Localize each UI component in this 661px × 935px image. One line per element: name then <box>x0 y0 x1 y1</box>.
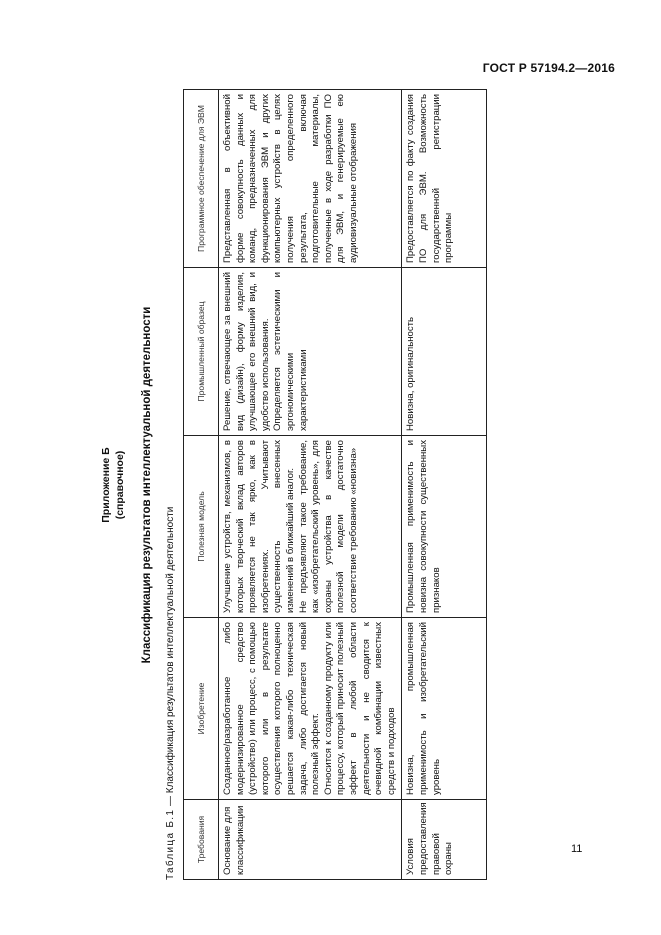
column-header: Полезная модель <box>184 436 219 618</box>
rotated-landscape-content <box>100 90 570 880</box>
table-cell-invention <box>219 618 402 800</box>
page-number: 11 <box>571 843 583 855</box>
cell-paragraph: Определяется эстетическими и эргономическими характеристиками <box>272 272 309 431</box>
table-cell-invention <box>402 618 487 800</box>
column-header: Промышленный образец <box>184 268 219 436</box>
table-cell-software <box>219 90 402 268</box>
column-header: Изобретение <box>184 618 219 800</box>
table-caption-text: — Классификация результатов интеллектуальной деятельности <box>165 506 176 809</box>
cell-paragraph: Новизна, промышленная применимость и изобретательский уровень <box>405 622 442 795</box>
table-row <box>402 90 487 880</box>
table-cell-utility-model <box>219 436 402 618</box>
cell-paragraph: Предоставляется по факту создания ПО для ЭВМ. Возможность государственной регистрации программы <box>405 94 455 263</box>
table-cell-utility-model <box>402 436 487 618</box>
table-cell-industrial-design <box>219 268 402 436</box>
cell-paragraph: Улучшение устройств, механизмов, в которых творческий вклад авторов проявляется не так ярко, как в изобретениях. Учитывают существенность внесенных изменений в ближайший аналог. <box>222 440 296 613</box>
table-cell-industrial-design <box>402 268 487 436</box>
table-cell-software <box>402 90 487 268</box>
table-row <box>219 90 402 880</box>
table-cell-requirement: Основание для классификации <box>219 800 402 880</box>
cell-paragraph: Представленная в объективной форме совокупность данных и команд, предназначенных для функционирования ЭВМ и других компьютерных устройств в целях получения определенного результата, включая подготовительные материалы, полученные в ходе разработки ПО для ЭВМ, и генерируемые ею аудиовизуальные отображения <box>222 94 359 263</box>
cell-paragraph: Промышленная применимость и новизна совокупности существенных признаков <box>405 440 442 613</box>
table-caption-label: Таблица Б.1 <box>165 808 176 880</box>
classification-table <box>183 89 487 880</box>
document-header-id: ГОСТ Р 57194.2—2016 <box>482 61 615 75</box>
section-title: Классификация результатов интеллектуальной деятельности <box>141 306 153 664</box>
table-cell-requirement: Условия предоставления правовой охраны <box>402 800 487 880</box>
cell-paragraph: Новизна, оригинальность <box>405 316 417 431</box>
table-header-row <box>184 90 219 880</box>
column-header: Требования <box>184 800 219 880</box>
column-header: Программное обеспечение для ЭВМ <box>184 90 219 268</box>
table-caption <box>165 507 176 880</box>
appendix-title: Приложение Б <box>100 447 112 523</box>
appendix-subtitle: (справочное) <box>114 450 126 520</box>
cell-paragraph: Относится к созданному продукту или процессу, который приносит полезный эффект в любой области деятельности и не сводится к очевидной комбинации известных средств и подходов <box>322 622 397 795</box>
cell-paragraph: Созданное/разработанное либо модернизированное средство (устройство) или процесс, с помощью которого или в результате осуществления которого полноценно решается какая-либо техническая задача, либо достигается новый полезный эффект. <box>222 622 322 795</box>
cell-paragraph: Не предъявляют такое требование, как «изобретательский уровень», для охраны устройства в качестве полезной модели достаточно соответствие требованию «новизна» <box>297 440 359 613</box>
cell-paragraph: Решение, отвечающее за внешний вид (дизайн), форму изделия, улучшающее его внешний вид, и удобство использования. <box>222 272 271 431</box>
